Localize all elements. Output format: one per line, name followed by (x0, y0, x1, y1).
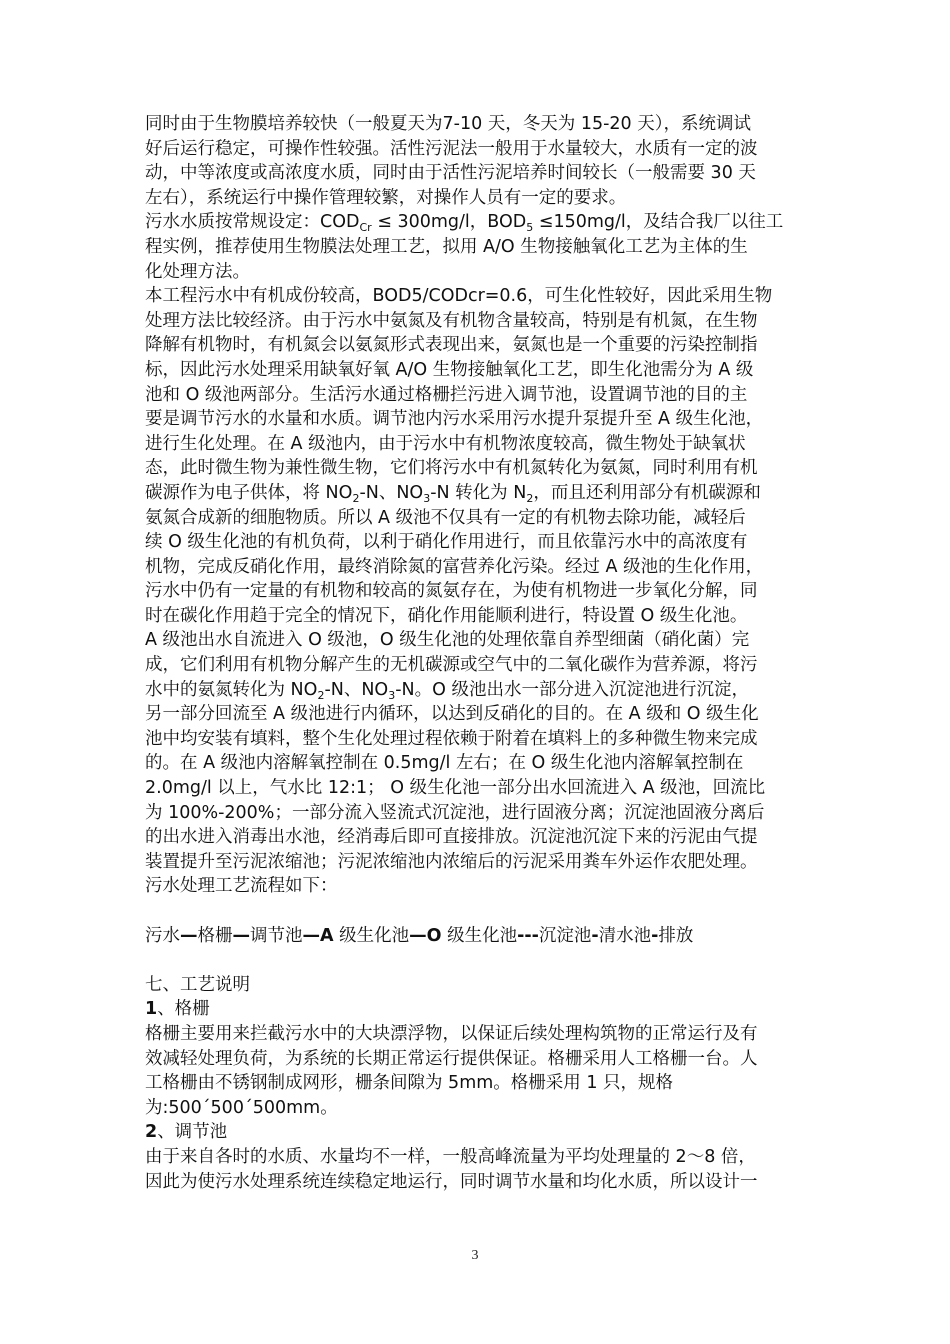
section-process-description (145, 973, 815, 1194)
text-line-with-subscripts: 碳源作为电子供体，将 $NO_2-N$、$NO_3-N$ 转化为 $N_2$，而且还利用部分有机碳源和 (145, 482, 761, 505)
text-line: 池中均安装有填料，整个生化处理过程依赖于附着在填料上的多种微生物来完成 (145, 728, 758, 749)
text-line: 2.0mg/l 以上，气水比 12:1； O 级生化池一部分出水回流进入 A 级池，回流比 (145, 778, 766, 799)
text-line: 装置提升至污泥浓缩池；污泥浓缩池内浓缩后的污泥采用粪车外运作农肥处理。 (145, 851, 758, 872)
subscript: 3 (388, 688, 396, 702)
text-line: 降解有机物时，有机氮会以氨氮形式表现出来，氨氮也是一个重要的污染控制指 (145, 335, 758, 356)
text-line-with-subscripts: 水中的氨氮转化为 $NO_2-N$、$NO_3-N$。O 级池出水一部分进入沉淀池进行沉淀， (145, 679, 749, 702)
text-line: 为:500´500´500mm。 (145, 1097, 338, 1118)
paragraph-ao-process (145, 284, 815, 899)
text-line: 时在碳化作用趋于完全的情况下，硝化作用能顺利进行，特设置 O 级生化池。 (145, 605, 748, 626)
text-line: 效减轻处理负荷，为系统的长期正常运行提供保证。格栅采用人工格栅一台。人 (145, 1048, 758, 1069)
text-line: 由于来自各时的水质、水量均不一样，一般高峰流量为平均处理量的 2～8 倍， (145, 1146, 756, 1167)
subsection-heading-regulating-tank: 2、调节池 (145, 1122, 228, 1143)
text-line: 的。在 A 级池内溶解氧控制在 0.5mg/l 左右；在 O 级生化池内溶解氧控制在 (145, 753, 744, 774)
subscript: 5 (526, 221, 534, 235)
text-line: 进行生化处理。在 A 级池内，由于污水中有机物浓度较高，微生物处于缺氧状 (145, 433, 746, 454)
blank-line (145, 948, 815, 973)
text-line: 的出水进入消毒出水池，经消毒后即可直接排放。沉淀池沉淀下来的污泥由气提 (145, 827, 758, 848)
text-line: 续 O 级生化池的有机负荷，以利于硝化作用进行，而且依靠污水中的高浓度有 (145, 532, 748, 553)
text-line: 为 100%-200%；一部分流入竖流式沉淀池，进行固液分离；沉淀池固液分离后 (145, 802, 765, 823)
text-line: 标，因此污水处理采用缺氧好氧 A/O 生物接触氧化工艺，即生化池需分为 A 级 (145, 359, 754, 380)
subsection-heading-grille: 1、格栅 (145, 999, 210, 1020)
text-line: 本工程污水中有机成份较高，BOD5/CODcr=0.6，可生化性较好，因此采用生物 (145, 286, 773, 307)
text-line-with-subscripts: 污水水质按常规设定：$COD_{Cr} \le 300mg/l$，$BOD_5 \le 150mg/l$，及结合我厂以往工 (145, 212, 784, 235)
text-line: 机物，完成反硝化作用，最终消除氮的富营养化污染。经过 A 级池的生化作用， (145, 556, 764, 577)
text-line: 氨氮合成新的细胞物质。所以 A 级池不仅具有一定的有机物去除功能，减轻后 (145, 507, 746, 528)
text-line: 左右），系统运行中操作管理较繁，对操作人员有一定的要求。 (145, 187, 627, 208)
text-line: 成，它们利用有机物分解产生的无机碳源或空气中的二氧化碳作为营养源，将污 (145, 655, 758, 676)
text-line: 要是调节污水的水量和水质。调节池内污水采用污水提升泵提升至 A 级生化池， (145, 409, 764, 430)
text-line: 格栅主要用来拦截污水中的大块漂浮物，以保证后续处理构筑物的正常运行及有 (145, 1023, 758, 1044)
text-line: 化处理方法。 (145, 261, 250, 282)
subscript: 2 (317, 688, 325, 702)
text-line: 池和 O 级池两部分。生活污水通过格栅拦污进入调节池，设置调节池的目的主 (145, 384, 748, 405)
text-line: 动，中等浓度或高浓度水质，同时由于活性污泥培养时间较长（一般需要 30 天 (145, 163, 756, 184)
text-line: 污水中仍有一定量的有机物和较高的氮氨存在，为使有机物进一步氧化分解，同 (145, 581, 758, 602)
text-line: 污水处理工艺流程如下： (145, 876, 338, 897)
text-line: 因此为使污水处理系统连续稳定地运行，同时调节水量和均化水质，所以设计一 (145, 1171, 758, 1192)
process-flow-line: 污水—格栅—调节池—A 级生化池—O 级生化池---沉淀池-清水池-排放 (145, 925, 694, 946)
paragraph-biofilm-comparison (145, 112, 815, 210)
text-line: A 级池出水自流进入 O 级池，O 级生化池的处理依靠自养型细菌（硝化菌）完 (145, 630, 750, 651)
text-line: 处理方法比较经济。由于污水中氨氮及有机物含量较高，特别是有机氮，在生物 (145, 310, 758, 331)
blank-line (145, 899, 815, 924)
subscript: 2 (352, 491, 360, 505)
text-line: 另一部分回流至 A 级池进行内循环，以达到反硝化的目的。在 A 级和 O 级生化 (145, 704, 759, 725)
text-line: 工格栅由不锈钢制成网形，栅条间隙为 5mm。格栅采用 1 只，规格 (145, 1073, 674, 1094)
subscript: 3 (423, 491, 431, 505)
subscript: Cr (359, 221, 372, 235)
text-line: 态，此时微生物为兼性微生物，它们将污水中有机氮转化为氨氮，同时利用有机 (145, 458, 758, 479)
text-line: 同时由于生物膜培养较快（一般夏天为7-10 天，冬天为 15-20 天），系统调试 (145, 114, 752, 134)
paragraph-water-quality (145, 210, 815, 284)
section-heading: 七、工艺说明 (145, 974, 250, 995)
subscript: 2 (526, 491, 534, 505)
page-body (145, 112, 815, 1194)
text-line: 好后运行稳定，可操作性较强。活性污泥法一般用于水量较大，水质有一定的波 (145, 138, 758, 159)
page-number: 3 (471, 1248, 479, 1263)
text-line: 程实例，推荐使用生物膜法处理工艺，拟用 A/O 生物接触氧化工艺为主体的生 (145, 236, 748, 257)
